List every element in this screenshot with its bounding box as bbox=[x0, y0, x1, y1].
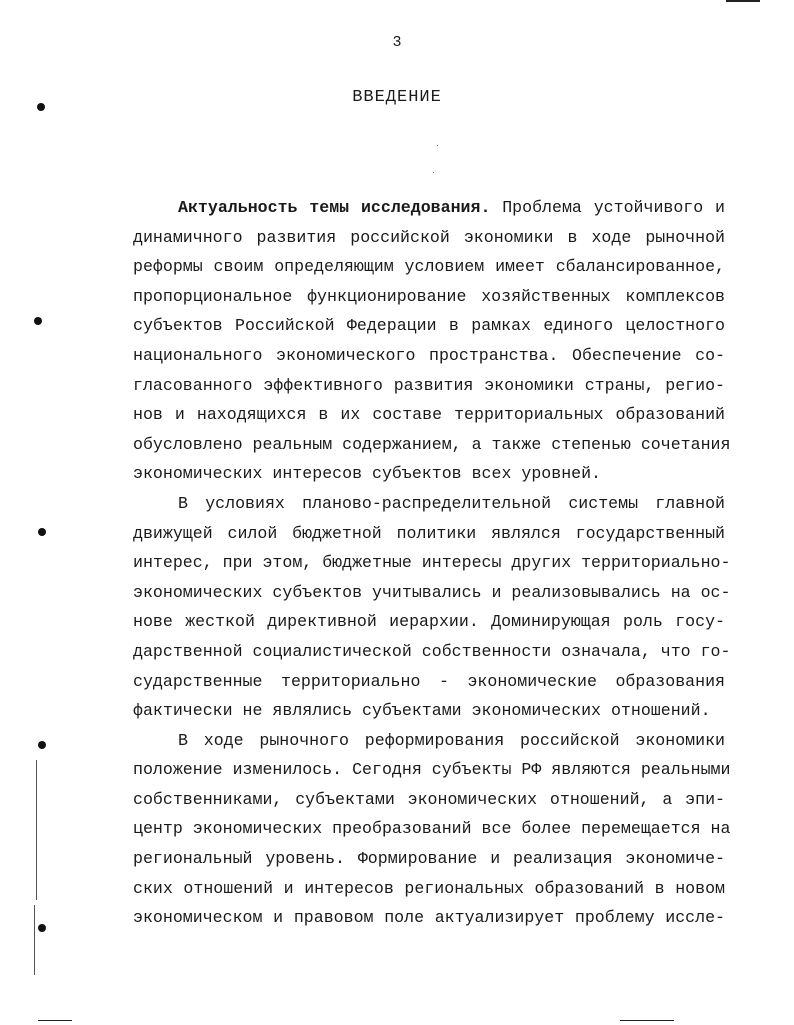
scan-mark-bottom-left bbox=[38, 1020, 72, 1021]
line-text: движущей силой бюджетной политики являлся государственный bbox=[133, 523, 725, 543]
line-text: В условиях планово-распределительной системы главной bbox=[178, 493, 725, 513]
line-text: ских отношений и интересов региональных образований в новом bbox=[133, 878, 725, 898]
text-line bbox=[133, 637, 731, 667]
line-text: реформы своим определяющим условием имеет сбалансированное, bbox=[133, 257, 725, 277]
line-text: Проблема устойчивого и bbox=[490, 198, 725, 217]
text-line bbox=[133, 252, 725, 282]
binder-hole-mark bbox=[34, 317, 42, 325]
text-line bbox=[133, 459, 725, 489]
binder-hole-mark bbox=[38, 924, 46, 932]
text-line bbox=[133, 400, 725, 430]
line-text: нове жесткой директивной иерархии. Доминирующая роль госу- bbox=[133, 612, 725, 632]
text-line bbox=[133, 282, 725, 312]
line-text: экономических интересов субъектов всех уровней. bbox=[133, 464, 602, 484]
bold-lead-phrase: Актуальность темы исследования. bbox=[178, 198, 491, 217]
text-line bbox=[133, 726, 725, 756]
line-text: интерес, при этом, бюджетные интересы других территориально- bbox=[133, 553, 731, 573]
body-text bbox=[133, 193, 731, 933]
text-line bbox=[133, 371, 725, 401]
text-line bbox=[133, 667, 725, 697]
page-number: 3 bbox=[392, 34, 402, 51]
text-line bbox=[133, 874, 725, 904]
binder-hole-mark bbox=[38, 741, 46, 749]
line-text: сударственные территориально - экономические образования bbox=[133, 671, 725, 691]
line-text: нов и находящихся в их составе территориальных образований bbox=[133, 405, 725, 425]
line-text: дарственной социалистической собственности означала, что го- bbox=[133, 641, 731, 661]
section-heading: ВВЕДЕНИЕ bbox=[352, 88, 442, 107]
text-line bbox=[133, 903, 725, 933]
scan-mark-bottom-right bbox=[620, 1020, 674, 1021]
line-text: экономических субъектов учитывались и реализовывались на ос- bbox=[133, 582, 731, 602]
line-text: собственниками, субъектами экономических отношений, а эпи- bbox=[133, 789, 725, 809]
line-text: гласованного эффективного развития экономики страны, регио- bbox=[133, 375, 725, 395]
line-text: пропорциональное функционирование хозяйственных комплексов bbox=[133, 286, 725, 306]
line-text: центр экономических преобразований все более перемещается на bbox=[133, 819, 731, 839]
text-line bbox=[133, 844, 725, 874]
line-text: субъектов Российской Федерации в рамках единого целостного bbox=[133, 316, 725, 336]
scan-mark-top-right bbox=[726, 0, 760, 2]
line-text: экономическом и правовом поле актуализирует проблему иссле- bbox=[133, 908, 725, 928]
text-line bbox=[133, 193, 725, 223]
binder-hole-mark bbox=[38, 528, 46, 536]
text-line bbox=[133, 607, 725, 637]
text-line bbox=[133, 519, 725, 549]
line-text: национального экономического пространства. Обеспечение со- bbox=[133, 345, 725, 365]
text-line bbox=[133, 814, 731, 844]
text-line bbox=[133, 341, 725, 371]
text-line bbox=[133, 548, 731, 578]
scan-edge-line bbox=[34, 905, 35, 975]
line-text: фактически не являлись субъектами экономических отношений. bbox=[133, 701, 711, 721]
text-line bbox=[133, 223, 725, 253]
line-text: положение изменилось. Сегодня субъекты РФ являются реальными bbox=[133, 760, 731, 780]
text-line bbox=[133, 578, 731, 608]
text-line bbox=[133, 489, 725, 519]
line-text: обусловлено реальным содержанием, а также степенью сочетания bbox=[133, 434, 731, 454]
scan-edge-line bbox=[36, 760, 37, 900]
scan-speck bbox=[433, 172, 434, 173]
text-line bbox=[133, 430, 731, 460]
text-line bbox=[133, 785, 725, 815]
text-line bbox=[133, 311, 725, 341]
text-line bbox=[133, 696, 725, 726]
line-text: В ходе рыночного реформирования российской экономики bbox=[178, 730, 725, 750]
text-line bbox=[133, 755, 731, 785]
line-text: региональный уровень. Формирование и реализация экономиче- bbox=[133, 849, 725, 869]
line-text: динамичного развития российской экономики в ходе рыночной bbox=[133, 227, 725, 247]
scan-speck bbox=[437, 145, 438, 146]
